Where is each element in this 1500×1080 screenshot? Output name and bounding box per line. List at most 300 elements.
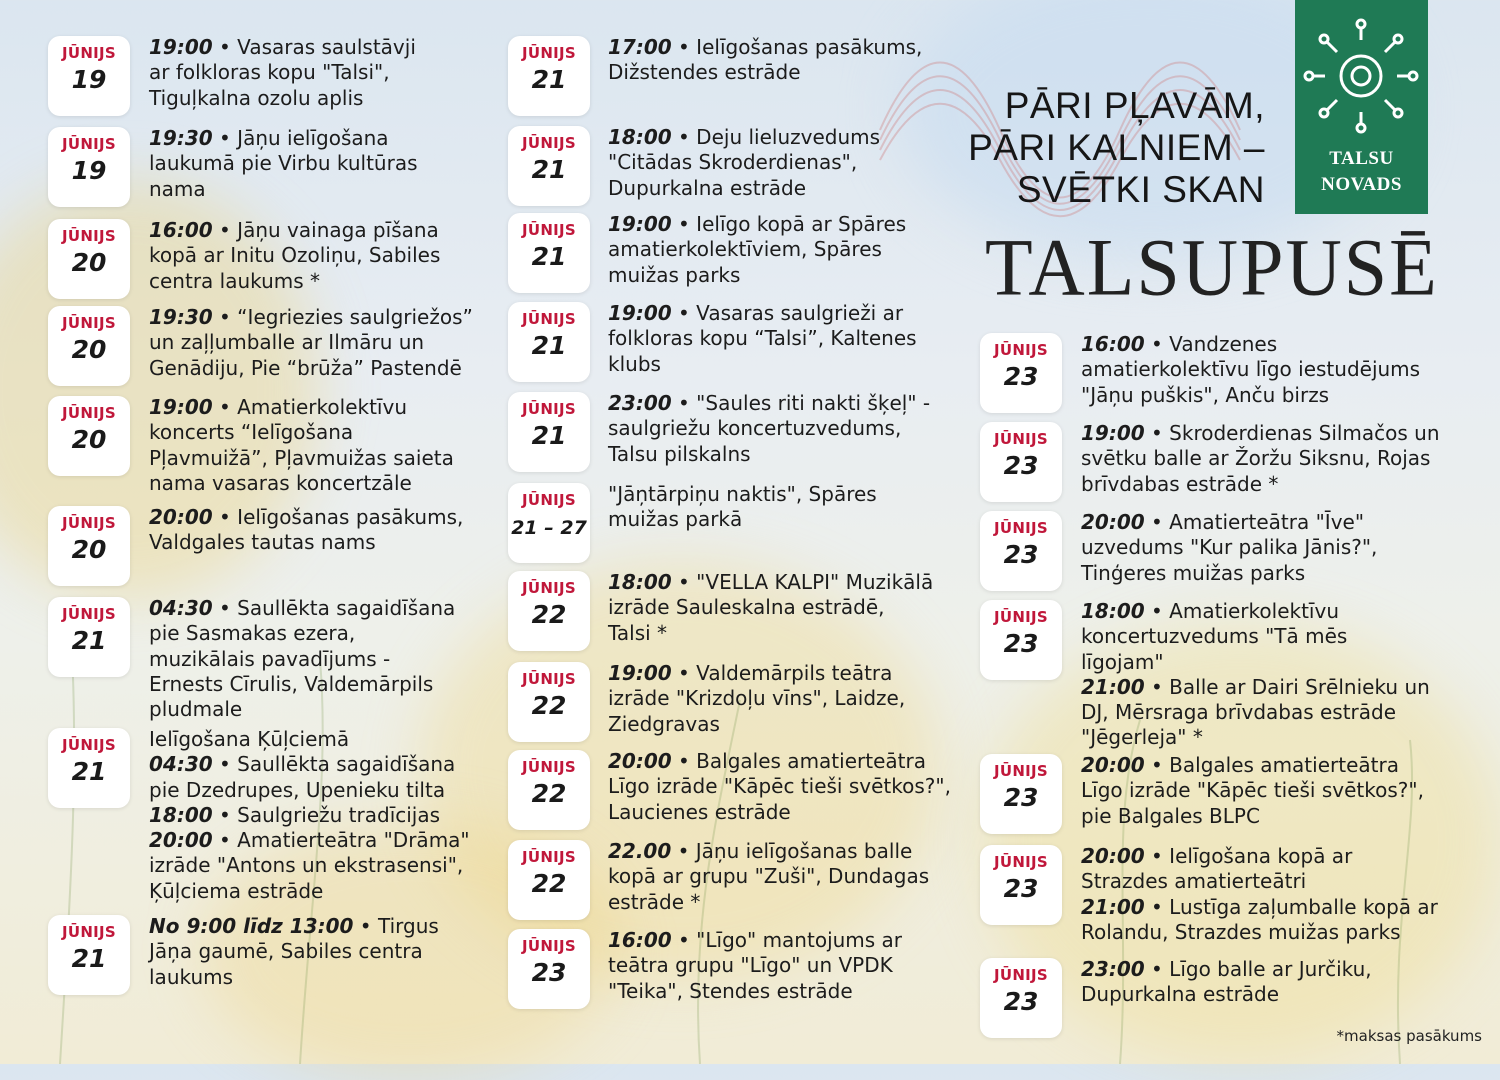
event-text: laukums <box>149 964 234 989</box>
date-badge <box>48 219 130 299</box>
event-line <box>149 60 489 85</box>
event-text: uzvedums "Kur palika Jānis?", <box>1081 535 1378 560</box>
event-text: pie Dzedrupes, Upenieku tilta <box>149 777 446 802</box>
date-month: JŪNIJS <box>993 853 1049 871</box>
event-text: nama <box>149 176 206 201</box>
event-text: folkloras kopu “Talsi”, Kaltenes <box>608 326 917 351</box>
footnote: *maksas pasākums <box>1336 1027 1482 1045</box>
date-month: JŪNIJS <box>993 608 1049 626</box>
event-description <box>608 301 948 377</box>
event-description <box>149 395 489 496</box>
event-line <box>608 416 948 441</box>
event-text: amatierkolektīviem, Spāres <box>608 237 882 262</box>
date-month: JŪNIJS <box>521 400 577 418</box>
date-badge <box>48 915 130 995</box>
event-text: Ķūļciema estrāde <box>149 878 324 903</box>
event-line <box>149 356 489 381</box>
date-month: JŪNIJS <box>61 135 117 153</box>
event-time: 18:00 <box>608 125 672 149</box>
date-badge <box>48 127 130 207</box>
event-text: • Saullēkta sagaidīšana <box>212 596 456 620</box>
event-line <box>149 151 489 176</box>
event-text: DJ, Mērsraga brīvdabas estrāde <box>1081 700 1397 725</box>
event-line <box>608 595 948 620</box>
event-time: 18:00 <box>149 802 213 827</box>
date-badge <box>508 392 590 472</box>
headline-line: PĀRI PĻAVĀM, <box>1004 85 1265 126</box>
date-day: 23 <box>1003 362 1039 391</box>
date-day: 21 <box>531 331 567 360</box>
event-text: centra laukums * <box>149 268 321 293</box>
date-day: 20 <box>71 425 107 454</box>
event-time: 16:00 <box>1081 332 1145 356</box>
date-day: 21 <box>71 626 107 655</box>
event-text: svētku balle ar Žoržu Siksnu, Rojas <box>1081 446 1431 471</box>
event-text: • Vandzenes <box>1144 332 1278 356</box>
date-badge <box>508 302 590 382</box>
event-line <box>608 507 948 532</box>
date-day: 21 <box>531 242 567 271</box>
event-line <box>608 326 948 351</box>
event-line <box>149 269 489 294</box>
event-description <box>149 35 489 111</box>
event-time: 20:00 <box>1081 753 1145 777</box>
event-line <box>149 126 489 151</box>
event-line <box>149 395 489 420</box>
event-time: 18:00 <box>608 570 672 594</box>
date-month: JŪNIJS <box>521 491 577 509</box>
event-line <box>149 218 489 243</box>
event-text: • Lustīga zaļumballe kopā ar <box>1144 894 1438 919</box>
date-day: 19 <box>71 156 107 185</box>
event-text: • Vasaras saulstāvji <box>212 35 416 59</box>
event-time: 19:30 <box>149 305 213 329</box>
event-line <box>608 301 948 326</box>
event-line <box>608 352 948 377</box>
event-description <box>608 35 948 86</box>
event-line <box>1081 920 1421 945</box>
event-time: 04:30 <box>149 596 213 620</box>
date-day: 22 <box>531 691 567 720</box>
event-text: • Amatierteātra "Īve" <box>1144 510 1365 534</box>
event-text: Ielīgošana Ķūļciemā <box>149 727 350 751</box>
event-text: • Skroderdienas Silmačos un <box>1144 421 1440 445</box>
event-text: Līgo izrāde "Kāpēc tieši svētkos?", <box>608 774 951 799</box>
event-line <box>1081 383 1421 408</box>
event-line <box>608 800 948 825</box>
event-time: 23:00 <box>608 391 672 415</box>
date-badge <box>508 929 590 1009</box>
event-line <box>608 391 948 416</box>
event-line <box>608 953 948 978</box>
event-text: Genādiju, Pie “brūža” Pastendē <box>149 355 462 380</box>
event-line <box>149 697 489 722</box>
event-line <box>608 125 948 150</box>
event-line <box>608 749 948 774</box>
event-line <box>1081 894 1438 920</box>
event-line <box>149 752 489 777</box>
event-time: 04:30 <box>149 752 213 777</box>
event-line <box>608 150 948 175</box>
date-badge <box>508 36 590 116</box>
event-text: Strazdes amatierteātri <box>1081 869 1307 894</box>
event-description <box>608 125 948 201</box>
event-line <box>608 212 948 237</box>
event-line <box>149 803 489 828</box>
date-day: 23 <box>1003 540 1039 569</box>
event-line <box>149 828 489 853</box>
event-time: 18:00 <box>1081 599 1145 623</box>
event-text: • Jāņu ielīgošana <box>212 126 389 150</box>
event-description <box>1081 421 1440 497</box>
event-description <box>608 661 948 737</box>
brand-title: TALSUPUSĒ <box>985 220 1439 313</box>
sun-ornament-icon <box>1295 0 1428 140</box>
event-text: izrāde Sauleskalna estrādē, <box>608 595 885 620</box>
event-text: • "Saules riti nakti šķeļ" - <box>671 391 931 415</box>
date-day: 20 <box>71 248 107 277</box>
event-line <box>1081 599 1421 624</box>
event-line <box>1081 778 1424 803</box>
date-badge <box>508 483 590 563</box>
event-time: No 9:00 līdz 13:00 <box>149 914 354 938</box>
event-line <box>608 839 948 864</box>
event-line <box>608 661 948 686</box>
event-text: saulgriežu koncertuzvedums, <box>608 416 902 441</box>
event-line <box>149 35 489 60</box>
event-line <box>608 979 948 1004</box>
event-text: Valdgales tautas nams <box>149 530 376 555</box>
event-description <box>608 212 948 288</box>
event-description <box>608 839 948 915</box>
event-time: 16:00 <box>149 218 213 242</box>
event-line <box>149 939 489 964</box>
event-time: 19:30 <box>149 126 213 150</box>
date-day: 21 <box>531 155 567 184</box>
event-line <box>149 86 489 111</box>
event-description <box>1081 753 1424 829</box>
event-text: • "VELLA KALPI" Muzikālā <box>671 570 934 594</box>
event-line <box>1081 421 1440 446</box>
event-time: 17:00 <box>608 35 672 59</box>
date-day: 23 <box>1003 874 1039 903</box>
event-description <box>1081 844 1438 945</box>
event-description <box>149 727 489 904</box>
date-badge <box>980 754 1062 834</box>
date-badge <box>980 422 1062 502</box>
date-badge <box>508 662 590 742</box>
event-text: izrāde "Antons un ekstrasensi", <box>149 853 464 878</box>
event-text: koncerts “Ielīgošana <box>149 420 354 445</box>
event-text: laukumā pie Virbu kultūras <box>149 151 418 176</box>
date-day: 19 <box>71 65 107 94</box>
date-month: JŪNIJS <box>521 848 577 866</box>
event-text: muzikālais pavadījums - <box>149 646 391 671</box>
event-description <box>608 749 951 825</box>
event-line <box>1081 446 1431 471</box>
event-text: "Teika", Stendes estrāde <box>608 978 853 1003</box>
date-day: 22 <box>531 600 567 629</box>
date-month: JŪNIJS <box>61 227 117 245</box>
headline <box>968 85 1265 211</box>
event-line <box>149 446 489 471</box>
date-day: 20 <box>71 535 107 564</box>
event-line <box>1081 700 1421 725</box>
date-month: JŪNIJS <box>521 221 577 239</box>
date-month: JŪNIJS <box>61 605 117 623</box>
event-text: • Balle ar Dairi Srēlnieku un <box>1144 674 1430 699</box>
date-day: 21 <box>531 421 567 450</box>
event-text: brīvdabas estrāde * <box>1081 471 1279 496</box>
event-text: amatierkolektīvu līgo iestudējums <box>1081 357 1421 382</box>
event-text: līgojam" <box>1081 649 1164 674</box>
event-description <box>149 305 489 381</box>
event-description <box>608 391 948 467</box>
event-description <box>149 505 489 556</box>
event-text: • Deju lieluzvedums <box>671 125 881 149</box>
event-line <box>608 263 948 288</box>
date-day: 22 <box>531 869 567 898</box>
date-month: JŪNIJS <box>993 966 1049 984</box>
date-month: JŪNIJS <box>61 923 117 941</box>
event-line <box>608 890 948 915</box>
event-text: Dupurkalna estrāde <box>1081 982 1280 1007</box>
event-text: • Jāņu vainaga pīšana <box>212 218 439 242</box>
event-text: Dupurkalna estrāde <box>608 175 807 200</box>
event-line <box>608 570 948 595</box>
event-line <box>1081 725 1421 750</box>
date-badge <box>508 750 590 830</box>
event-text: ar folkloras kopu "Talsi", <box>149 60 390 85</box>
event-line <box>149 778 489 803</box>
event-line <box>1081 869 1421 894</box>
event-text: muižas parkā <box>608 507 743 532</box>
event-time: 19:00 <box>608 301 672 325</box>
date-badge <box>980 333 1062 413</box>
event-line <box>149 505 489 530</box>
event-line <box>608 482 948 507</box>
event-line <box>1081 674 1430 700</box>
event-line <box>1081 332 1421 357</box>
date-badge <box>508 571 590 651</box>
event-description <box>149 218 489 294</box>
event-text: Laucienes estrāde <box>608 799 791 824</box>
event-description <box>1081 599 1430 751</box>
date-month: JŪNIJS <box>61 736 117 754</box>
event-line <box>149 672 489 697</box>
event-text: Ernests Cīrulis, Valdemārpils <box>149 671 434 696</box>
event-text: "Jāņu puškis", Anču birzs <box>1081 382 1330 407</box>
event-description <box>608 482 948 533</box>
event-line <box>608 928 948 953</box>
event-line <box>608 442 948 467</box>
date-day: 23 <box>531 958 567 987</box>
event-time: 19:00 <box>608 212 672 236</box>
event-text: izrāde "Krizdoļu vīns", Laidze, <box>608 686 906 711</box>
event-text: pludmale <box>149 697 243 722</box>
event-text: • "Līgo" mantojums ar <box>671 928 903 952</box>
event-line <box>608 237 948 262</box>
talsu-novads-logo <box>1295 0 1428 214</box>
event-line <box>1081 650 1421 675</box>
event-line <box>608 176 948 201</box>
event-time: 16:00 <box>608 928 672 952</box>
event-text: kopā ar grupu "Zuši", Dundagas <box>608 864 930 889</box>
event-line <box>1081 624 1421 649</box>
event-line <box>149 647 489 672</box>
event-line <box>1081 844 1421 869</box>
date-badge <box>508 840 590 920</box>
date-month: JŪNIJS <box>521 310 577 328</box>
event-text: • Līgo balle ar Jurčiku, <box>1144 957 1372 981</box>
event-line <box>1081 510 1421 535</box>
date-month: JŪNIJS <box>521 758 577 776</box>
event-line <box>1081 535 1421 560</box>
date-day: 23 <box>1003 987 1039 1016</box>
event-line <box>608 621 948 646</box>
event-text: • Ielīgošana kopā ar <box>1144 844 1353 868</box>
event-text: • Amatierteātra "Drāma" <box>212 828 470 853</box>
event-line <box>1081 561 1421 586</box>
event-description <box>608 928 948 1004</box>
event-text: "Jāņtārpiņu naktis", Spāres <box>608 482 877 506</box>
event-line <box>608 712 948 737</box>
event-text: "Citādas Skroderdienas", <box>608 150 858 175</box>
event-text: Dižstendes estrāde <box>608 60 801 85</box>
date-day: 21 <box>531 65 567 94</box>
event-time: 21:00 <box>1081 674 1145 699</box>
date-month: JŪNIJS <box>61 314 117 332</box>
date-day: 22 <box>531 779 567 808</box>
event-time: 19:00 <box>149 395 213 419</box>
event-line <box>1081 982 1421 1007</box>
event-time: 19:00 <box>1081 421 1145 445</box>
event-text: Ziedgravas <box>608 711 720 736</box>
event-text: Līgo izrāde "Kāpēc tieši svētkos?", <box>1081 778 1424 803</box>
event-time: 20:00 <box>149 505 213 529</box>
date-badge <box>980 511 1062 591</box>
date-month: JŪNIJS <box>993 762 1049 780</box>
date-month: JŪNIJS <box>993 430 1049 448</box>
logo-text-line2: NOVADS <box>1321 174 1402 195</box>
event-text: • Saullēkta sagaidīšana <box>212 752 456 777</box>
event-text: • Balgales amatierteātra <box>1144 753 1399 777</box>
event-line <box>608 774 951 799</box>
date-day: 21 <box>71 944 107 973</box>
event-line <box>149 530 489 555</box>
date-badge <box>508 213 590 293</box>
event-text: Tinģeres muižas parks <box>1081 560 1306 585</box>
event-line <box>149 727 489 752</box>
event-text: muižas parks <box>608 262 741 287</box>
date-day: 23 <box>1003 451 1039 480</box>
event-text: • Amatierkolektīvu <box>212 395 407 419</box>
event-time: 20:00 <box>608 749 672 773</box>
event-text: • Vasaras saulgrieži ar <box>671 301 904 325</box>
event-time: 22.00 <box>608 839 672 863</box>
event-text: • Amatierkolektīvu <box>1144 599 1339 623</box>
date-badge <box>48 728 130 808</box>
event-description <box>149 596 489 722</box>
event-line <box>608 60 948 85</box>
event-line <box>149 596 489 621</box>
event-time: 20:00 <box>149 828 213 853</box>
event-text: klubs <box>608 351 661 376</box>
event-text: • Ielīgošanas pasākums, <box>212 505 464 529</box>
event-text: nama vasaras koncertzāle <box>149 470 412 495</box>
event-text: kopā ar Initu Ozoliņu, Sabiles <box>149 243 441 268</box>
headline-line: PĀRI KALNIEM – <box>968 127 1265 168</box>
event-line <box>149 914 489 939</box>
date-month: JŪNIJS <box>61 44 117 62</box>
event-line <box>149 330 489 355</box>
date-badge <box>980 600 1062 680</box>
event-line <box>1081 804 1421 829</box>
event-text: koncertuzvedums "Tā mēs <box>1081 624 1348 649</box>
event-text: Rolandu, Strazdes muižas parks <box>1081 919 1401 944</box>
event-time: 23:00 <box>1081 957 1145 981</box>
event-text: "Jēgerleja" * <box>1081 725 1203 750</box>
date-month: JŪNIJS <box>521 134 577 152</box>
date-month: JŪNIJS <box>521 937 577 955</box>
event-description <box>149 914 489 990</box>
date-day: 21 <box>71 757 107 786</box>
event-line <box>149 420 489 445</box>
date-month: JŪNIJS <box>521 44 577 62</box>
headline-line: SVĒTKI SKAN <box>1016 169 1265 210</box>
event-line <box>608 35 948 60</box>
date-day: 20 <box>71 335 107 364</box>
event-time: 20:00 <box>1081 510 1145 534</box>
event-line <box>149 243 489 268</box>
date-day: 23 <box>1003 629 1039 658</box>
date-badge <box>48 306 130 386</box>
event-line <box>149 471 489 496</box>
event-description <box>608 570 948 646</box>
event-text: • Ielīgošanas pasākums, <box>671 35 923 59</box>
event-text: • Tirgus <box>353 914 439 938</box>
event-description <box>1081 332 1421 408</box>
date-badge <box>980 958 1062 1038</box>
date-month: JŪNIJS <box>521 670 577 688</box>
event-line <box>149 621 489 646</box>
event-time: 19:00 <box>149 35 213 59</box>
logo-text-line1: TALSU <box>1329 148 1394 169</box>
date-month: JŪNIJS <box>993 341 1049 359</box>
event-description <box>1081 510 1421 586</box>
date-badge <box>48 36 130 116</box>
event-text: pie Balgales BLPC <box>1081 803 1260 828</box>
event-text: • Ielīgo kopā ar Spāres <box>671 212 907 236</box>
event-time: 21:00 <box>1081 894 1145 919</box>
event-line <box>149 177 489 202</box>
event-text: Jāņa gaumē, Sabiles centra <box>149 939 423 964</box>
event-line <box>149 965 489 990</box>
date-day: 21 – 27 <box>511 517 587 539</box>
event-line <box>1081 472 1421 497</box>
date-badge <box>48 597 130 677</box>
event-description <box>1081 957 1421 1008</box>
event-text: • Saulgriežu tradīcijas <box>212 802 441 827</box>
event-text: Tiguļkalna ozolu aplis <box>149 85 364 110</box>
event-text: • “Iegriezies saulgriežos” <box>212 305 473 329</box>
event-time: 20:00 <box>1081 844 1145 868</box>
date-month: JŪNIJS <box>61 514 117 532</box>
event-line <box>1081 357 1421 382</box>
event-text: Talsi * <box>608 620 668 645</box>
date-badge <box>48 506 130 586</box>
event-text: teātra grupu "Līgo" un VPDK <box>608 953 893 978</box>
